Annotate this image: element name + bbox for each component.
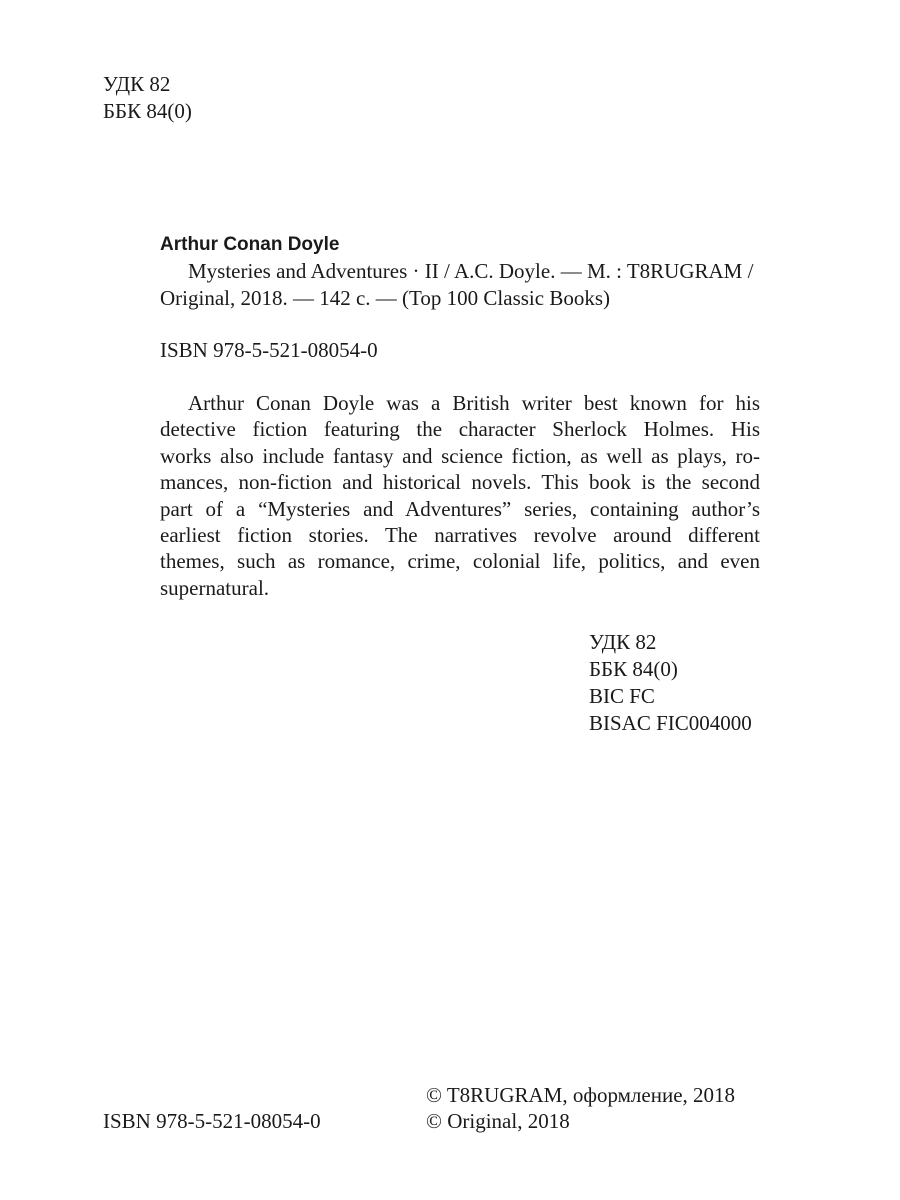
bbk-code: ББК 84(0) xyxy=(589,657,678,681)
abstract-line: Arthur Conan Doyle was a British writer best known for his xyxy=(188,391,760,415)
bibliographic-line-1: Mysteries and Adventures · II / A.C. Doyle. — M. : T8RUGRAM / xyxy=(188,259,754,283)
abstract-line: part of a “Mysteries and Adventures” series, containing author’s xyxy=(160,496,760,521)
isbn-number: ISBN 978-5-521-08054-0 xyxy=(160,338,378,362)
bic-code: BIC FC xyxy=(589,684,655,708)
bisac-code: BISAC FIC004000 xyxy=(589,711,752,735)
bibliographic-entry xyxy=(160,231,760,312)
author-name: Arthur Conan Doyle xyxy=(160,234,340,255)
abstract-line: works also include fantasy and science fiction, as well as plays, ro- xyxy=(160,443,760,468)
udk-code: УДК 82 xyxy=(103,72,171,96)
abstract-line: mances, non-fiction and historical novels. This book is the second xyxy=(160,470,760,495)
abstract-paragraph xyxy=(160,390,760,601)
copyright-design: © T8RUGRAM, оформление, 2018 xyxy=(426,1083,736,1107)
header-classification-codes xyxy=(103,71,192,125)
footer-isbn: ISBN 978-5-521-08054-0 xyxy=(103,1109,321,1133)
udk-code: УДК 82 xyxy=(589,630,657,654)
classification-codes xyxy=(589,629,752,737)
abstract-line: supernatural. xyxy=(160,575,270,600)
copyright-original: © Original, 2018 xyxy=(426,1109,570,1133)
bibliographic-line-2: Original, 2018. — 142 c. — (Top 100 Classic Books) xyxy=(160,286,610,310)
abstract-line: detective fiction featuring the character Sherlock Holmes. His xyxy=(160,417,760,442)
abstract-line: themes, such as romance, crime, colonial life, politics, and even xyxy=(160,549,760,574)
copyright-block xyxy=(426,1082,735,1134)
bbk-code: ББК 84(0) xyxy=(103,99,192,123)
abstract-line: earliest fiction stories. The narratives revolve around different xyxy=(160,523,760,548)
